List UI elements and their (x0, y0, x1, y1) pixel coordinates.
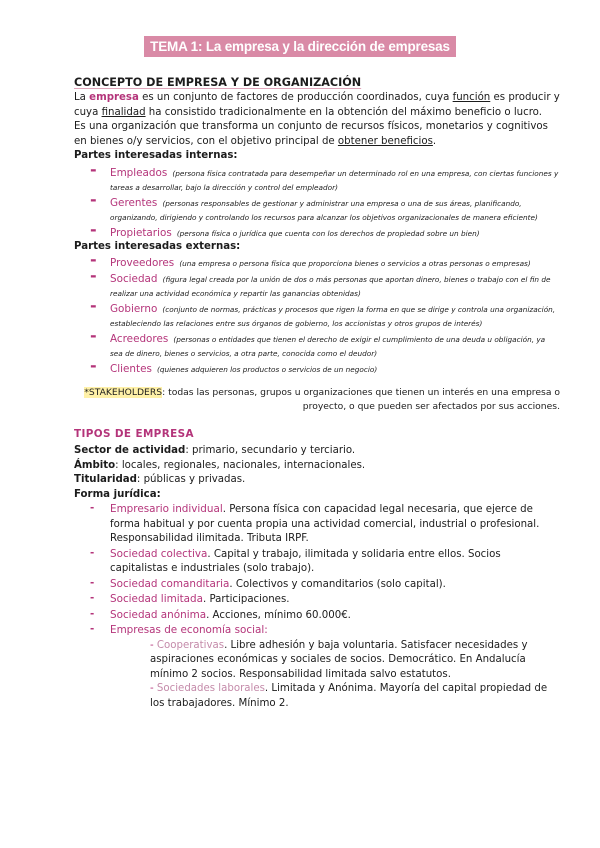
label: Titularidad (74, 474, 137, 485)
list-item (74, 623, 560, 639)
text-run: proyecto, o que pueden ser afectados por sus acciones. (302, 401, 560, 412)
item-note: (persona física o jurídica que cuenta con los derechos de propiedad sobre un bien) (176, 228, 480, 238)
concept-heading: CONCEPTO DE EMPRESA Y DE ORGANIZACIÓN (74, 76, 362, 89)
forma-label: Forma jurídica: (74, 488, 161, 500)
item-text: . Limitada y Anónima. Mayoría del capital propiedad de los trabajadores. Mínimo 2. (150, 683, 548, 709)
finalidad-term: finalidad (101, 106, 146, 118)
text-run: : todas las personas, grupos u organizaciones que tienen un interés en una empresa o (162, 387, 560, 398)
item-term: Proveedores (110, 257, 175, 269)
item-note: (personas o entidades que tienen el derecho de exigir el cumplimiento de una deuda u obligación, ya sea de dinero, bienes o servicios, a otra parte, conocida como el deudor) (110, 335, 546, 358)
text-run: es producir y cuya (74, 92, 560, 118)
list-item (74, 608, 560, 624)
list-item (74, 300, 560, 330)
internal-list (74, 164, 560, 240)
ambito-line (74, 459, 560, 474)
item-text: . Libre adhesión y baja voluntaria. Satisfacer necesidades y aspiraciones económicas y sociales de socios. Democrático. En Andalucía mínimo 2 socios. Responsabilidad limitada salvo estatutos. (150, 639, 528, 680)
external-list (74, 254, 560, 376)
item-note: (conjunto de normas, prácticas y procesos que rigen la forma en que se dirige y controla una organización, estableciendo las relaciones entre sus órganos de gobierno, los accionistas y otros grupos de interés) (110, 305, 556, 328)
item-text: : (264, 624, 268, 636)
item-term: Sociedad anónima (110, 608, 207, 621)
dash: - (150, 639, 157, 651)
list-item (74, 254, 560, 270)
item-term: Clientes (110, 363, 152, 375)
sector-line (74, 444, 560, 459)
external-label: Partes interesadas externas: (74, 240, 241, 252)
item-term: Gerentes (110, 196, 158, 209)
list-item (74, 194, 560, 224)
document-title: TEMA 1: La empresa y la dirección de empresas (144, 36, 456, 57)
list-item (74, 547, 560, 577)
stakeholders-label: *STAKEHOLDERS (84, 387, 163, 398)
item-term: Empleados (110, 166, 168, 179)
item-term: Sociedad colectiva (110, 547, 208, 560)
value: : primario, secundario y terciario. (185, 445, 356, 456)
item-text: . Persona física con capacidad legal necesaria, que ejerce de forma habitual y por cuenta propia una actividad comercial, industrial o profesional. Responsabilidad ilimitada. Tributa IRPF. (110, 504, 540, 544)
label: Sector de actividad (74, 445, 186, 456)
item-term: Cooperativas (156, 639, 225, 651)
item-note: (figura legal creada por la unión de dos o más personas que aportan dinero, bienes o trabajo con el fin de realizar una actividad económica y repartir las ganancias obtenidas) (110, 275, 551, 298)
item-note: (persona física contratada para desempeñar un determinado rol en una empresa, con ciertas funciones y tareas a desarrollar, bajo la dirección y control del empleador) (110, 168, 559, 192)
list-item (74, 502, 560, 547)
text-run: ha consistido tradicionalmente en la obtención del máximo beneficio o lucro. (145, 106, 542, 118)
funcion-term: función (452, 92, 491, 103)
titularidad-line (74, 473, 560, 488)
types-heading: TIPOS DE EMPRESA (74, 428, 194, 440)
list-item (74, 592, 560, 608)
label: Ámbito (74, 459, 116, 471)
concept-paragraph-1 (74, 91, 560, 120)
item-term: Propietarios (110, 226, 172, 239)
text-run: La (74, 92, 90, 103)
title-bar (0, 36, 600, 57)
item-term: Gobierno (110, 303, 158, 315)
item-text: . Acciones, mínimo 60.000€. (206, 609, 351, 621)
item-text: . Colectivos y comanditarios (solo capital). (229, 578, 446, 590)
obtener-beneficios-term: obtener beneficios (337, 135, 433, 147)
internal-label: Partes interesadas internas: (74, 150, 238, 161)
item-term: Sociedades laborales (156, 683, 265, 694)
item-term: Sociedad comanditaria (110, 577, 230, 590)
item-term: Acreedores (110, 333, 169, 345)
item-note: (una empresa o persona física que proporciona bienes o servicios a otras personas o empresas) (179, 259, 531, 268)
concept-paragraph-2 (74, 120, 560, 149)
item-text: . Participaciones. (203, 594, 290, 605)
text-run: Es una organización que transforma un conjunto de recursos físicos, monetarios y cognitivos en bienes o/y servicios, con el objetivo principal de (74, 121, 548, 147)
item-text: . Capital y trabajo, ilimitada y solidaria entre ellos. Socios capitalistas e industriales (solo trabajo). (110, 548, 501, 574)
item-term: Sociedad limitada (110, 593, 203, 605)
list-item (74, 330, 560, 360)
dash: - (150, 683, 157, 694)
value: : locales, regionales, nacionales, internacionales. (115, 459, 366, 471)
social-sub-item (74, 682, 560, 711)
item-term: Empresario individual (110, 503, 223, 515)
stakeholders-note (74, 386, 560, 414)
item-term: Empresas de economía social (110, 624, 265, 636)
item-note: (personas responsables de gestionar y administrar una empresa o una de sus áreas, planificando, organizando, dirigiendo y controlando los recursos para alcanzar los objetivos organizacionales de manera eficiente) (110, 198, 538, 222)
item-note: (quienes adquieren los productos o servicios de un negocio) (156, 365, 378, 374)
text-run: es un conjunto de factores de producción coordinados, cuya (138, 92, 453, 103)
text-run: . (432, 135, 437, 147)
empresa-term: empresa (89, 92, 139, 103)
social-sub-item (74, 639, 560, 683)
list-item (74, 164, 560, 194)
forms-list (74, 502, 560, 639)
list-item (74, 224, 560, 240)
value: : públicas y privadas. (136, 474, 246, 485)
list-item (74, 577, 560, 593)
list-item (74, 360, 560, 376)
item-term: Sociedad (110, 273, 158, 285)
list-item (74, 270, 560, 300)
content-body (74, 76, 560, 711)
